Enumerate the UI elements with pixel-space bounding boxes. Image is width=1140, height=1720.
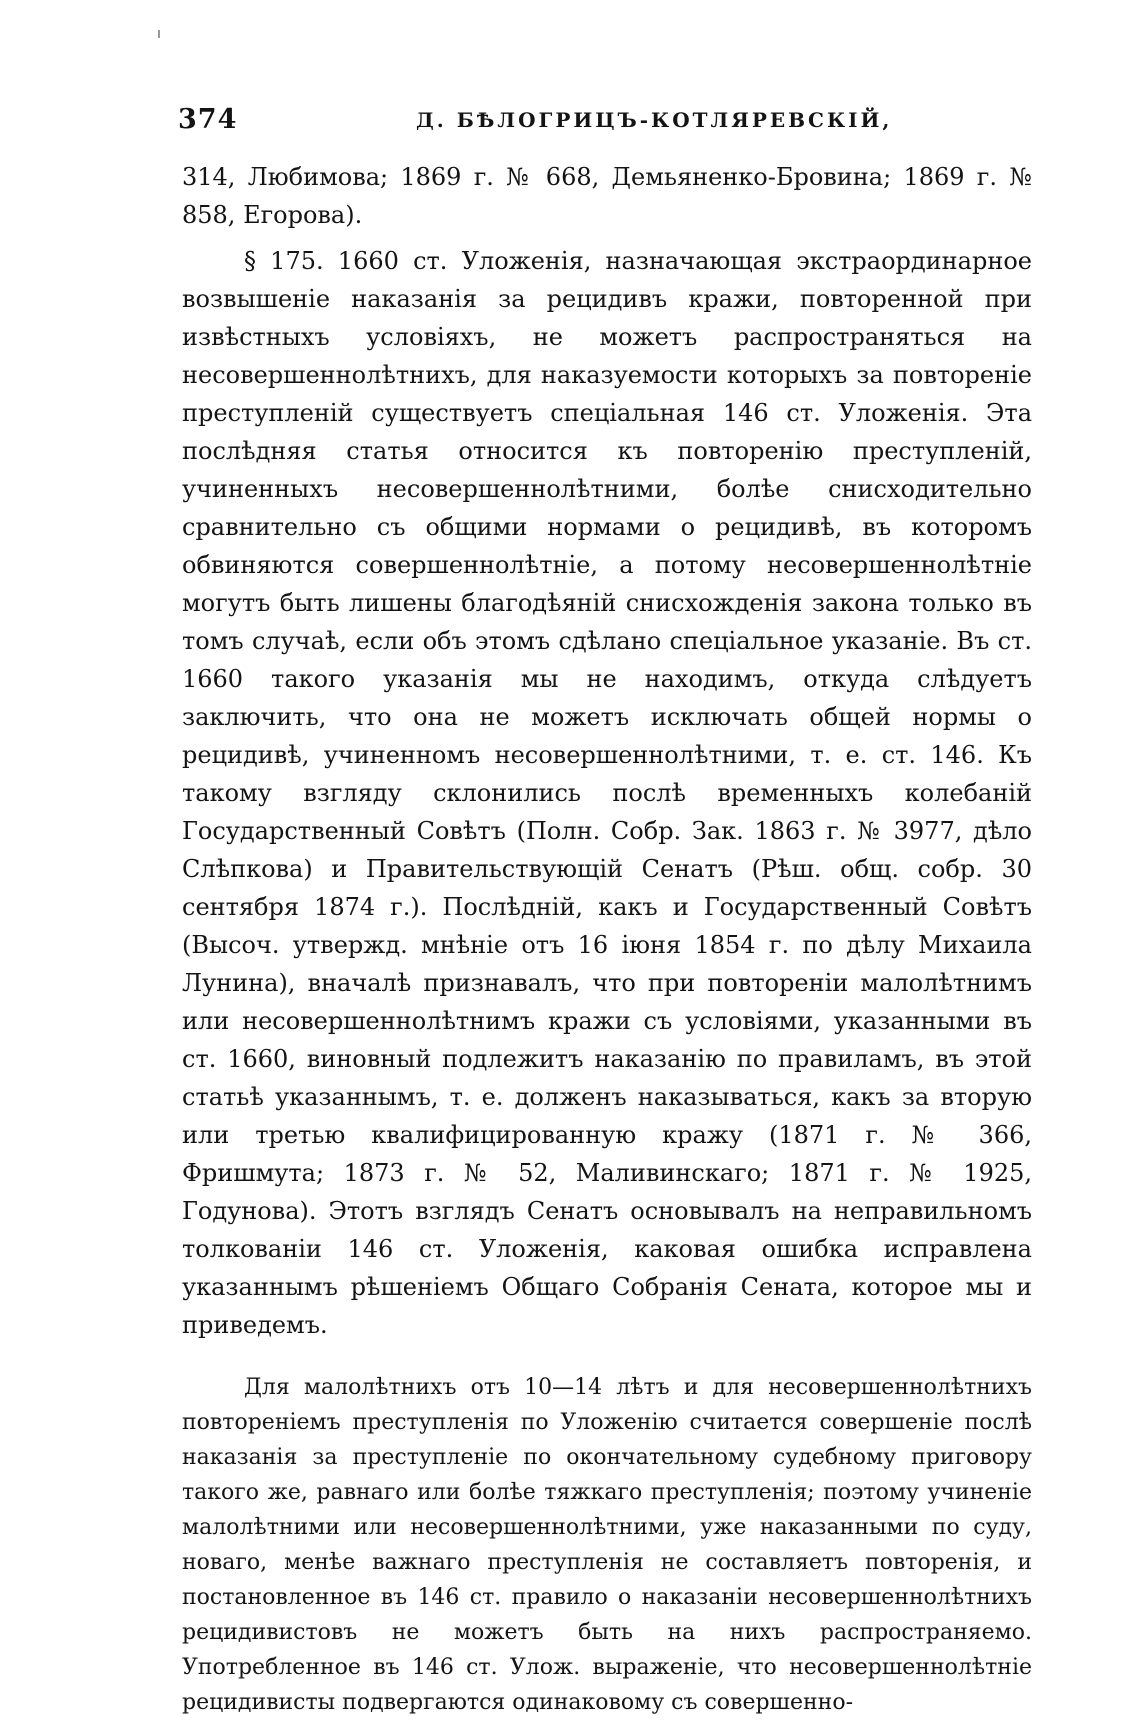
page-header — [178, 104, 1036, 138]
running-head: Д. БѢЛОГРИЦЪ-КОТЛЯРЕВСКІЙ, — [416, 108, 893, 132]
body-text — [182, 158, 1032, 1720]
paragraph-intro: 314, Любимова; 1869 г. № 668, Демьяненко-Бровина; 1869 г. № 858, Егорова). — [182, 163, 1032, 229]
scan-speck — [158, 30, 160, 38]
paragraph-section-175: § 175. 1660 ст. Уложенія, назначающая экстраординарное возвышеніе наказанія за рецидивъ кражи, повторенной при извѣстныхъ условіяхъ, не можетъ распространяться на несовершеннолѣтнихъ, для наказуемости которыхъ за повтореніе преступленій существуетъ спеціальная 146 ст. Уложенія. Эта послѣдняя статья относится къ повторенію преступленій, учиненныхъ несовершеннолѣтними, болѣе снисходительно сравнительно съ общими нормами о рецидивѣ, въ которомъ обвиняются совершеннолѣтніе, а потому несовершеннолѣтніе могутъ быть лишены благодѣяній снисхожденія закона только въ томъ случаѣ, если объ этомъ сдѣлано спеціальное указаніе. Въ ст. 1660 такого указанія мы не находимъ, откуда слѣдуетъ заключить, что она не можетъ исключать общей нормы о рецидивѣ, учиненномъ несовершеннолѣтними, т. е. ст. 146. Къ такому взгляду склонились послѣ временныхъ колебаній Государственный Совѣтъ (Полн. Собр. Зак. 1863 г. № 3977, дѣло Слѣпкова) и Правительствующій Сенатъ (Рѣш. общ. собр. 30 сентября 1874 г.). Послѣдній, какъ и Государственный Совѣтъ (Высоч. утвержд. мнѣніе отъ 16 іюня 1854 г. по дѣлу Михаила Лунина), вначалѣ признавалъ, что при повтореніи малолѣтнимъ или несовершеннолѣтнимъ кражи съ условіями, указанными въ ст. 1660, виновный подлежитъ наказанію по правиламъ, въ этой статьѣ указаннымъ, т. е. долженъ наказываться, какъ за вторую или третью квалифицированную кражу (1871 г. № 366, Фришмута; 1873 г. № 52, Маливинскаго; 1871 г. № 1925, Годунова). Этотъ взглядъ Сенатъ основывалъ на неправильномъ толкованіи 146 ст. Уложенія, каковая ошибка исправлена указаннымъ рѣшеніемъ Общаго Собранія Сената, которое мы и приведемъ. — [182, 247, 1032, 1339]
page-number: 374 — [178, 104, 238, 135]
paragraph-second: Для малолѣтнихъ отъ 10—14 лѣтъ и для несовершеннолѣтнихъ повтореніемъ преступленія по Уложенію считается совершеніе послѣ наказанія за преступленіе по окончательному судебному приговору такого же, равнаго или болѣе тяжкаго преступленія; поэтому учиненіе малолѣтними или несовершеннолѣтними, уже наказанными по суду, новаго, менѣе важнаго преступленія не составляетъ повторенія, и постановленное въ 146 ст. правило о наказаніи несовершеннолѣтнихъ рецидивистовъ не можетъ быть на нихъ распространяемо. Употребленное въ 146 ст. Улож. выраженіе, что несовершеннолѣтніе рецидивисты подвергаются одинаковому съ совершенно- — [182, 1375, 1032, 1715]
